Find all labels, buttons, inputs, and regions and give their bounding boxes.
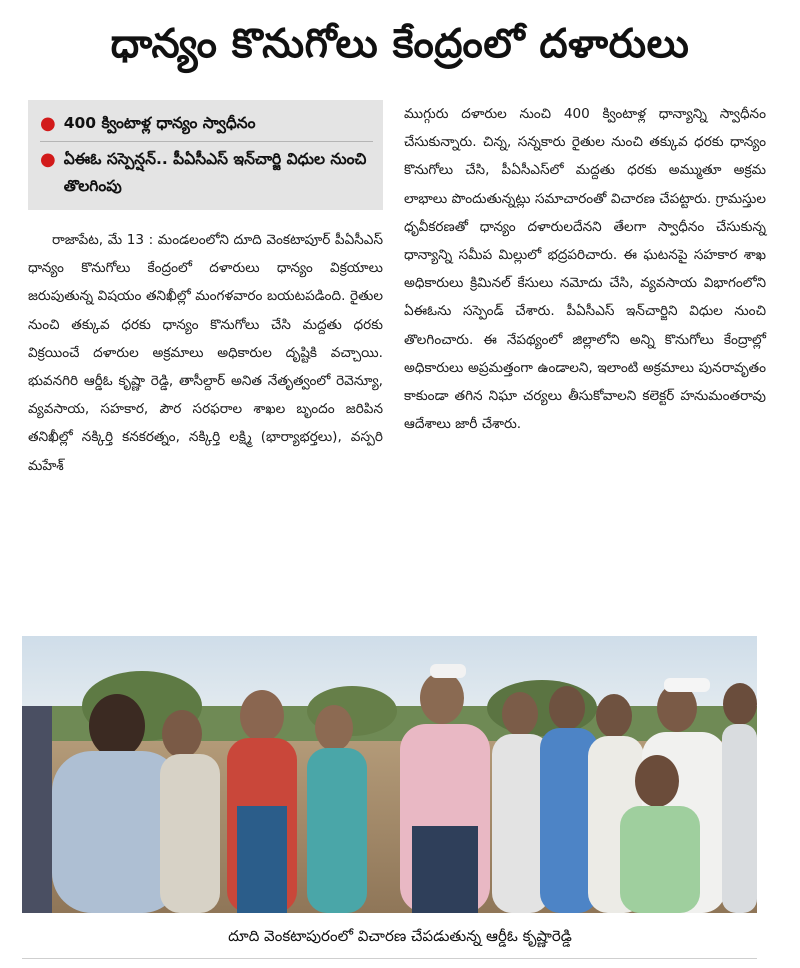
bottom-divider bbox=[22, 958, 757, 959]
highlight-text: ఏఈఓ సస్పెన్షన్.. పీఏసీఎస్ ఇన్‌చార్జి విధుల నుంచి తొలగింపు bbox=[63, 150, 367, 195]
right-column bbox=[404, 100, 766, 438]
bullet-icon: ● bbox=[40, 149, 56, 170]
bullet-icon: ● bbox=[40, 113, 56, 134]
headline: ధాన్యం కొనుగోలు కేంద్రంలో దళారులు bbox=[110, 21, 690, 67]
photo-caption: దూది వెంకటాపురంలో విచారణ చేపడుతున్న ఆర్డీఓ కృష్ణారెడ్డి bbox=[228, 927, 572, 945]
article-body-left: రాజాపేట, మే 13 : మండలంలోని దూది వెంకటాపూర్ పీఏసీఎస్ ధాన్యం కొనుగోలు కేంద్రంలో దళారులు ధాన్యం విక్రయాలు జరుపుతున్న విషయం తనిఖీల్లో మంగళవారం బయటపడింది. రైతుల నుంచి తక్కువ ధరకు ధాన్యం కొనుగోలు చేసి మద్దతు ధరకు విక్రయించే దళారుల అక్రమాలు అధికారుల దృష్టికి వచ్చాయి. భువనగిరి ఆర్డీఓ కృష్ణా రెడ్డి, తాసీల్దార్ అనిత నేతృత్వంలో రెవెన్యూ, వ్యవసాయ, సహకార, పౌర సరఫరాల శాఖల బృందం జరిపిన తనిఖీల్లో నక్కిర్తి కనకరత్నం, నక్కిర్తి లక్ష్మి (భార్యాభర్తలు), వస్పరి మహేశ్ bbox=[28, 232, 383, 474]
article-body-right: ముగ్గురు దళారుల నుంచి 400 క్వింటాళ్ల ధాన్యాన్ని స్వాధీనం చేసుకున్నారు. చిన్న, సన్నకారు రైతుల నుంచి తక్కువ ధరకు ధాన్యం కొనుగోలు చేసి, పీఏసీఎస్‌లో మద్దతు ధరకు అమ్ముతూ అక్రమ లాభాలు పొందుతున్నట్లు సమాచారంతో విచారణ చేపట్టారు. గ్రామస్తుల ధృవీకరణతో ధాన్యం దళారులదేనని తేలగా స్వాధీనం చేసుకున్న ధాన్యాన్ని సమీప మిల్లులో భద్రపరిచారు. ఈ ఘటనపై సహకార శాఖ అధికారులు క్రిమినల్ కేసులు నమోదు చేసి, వ్యవసాయ విభాగంలోని ఏఈఓను సస్పెండ్ చేశారు. పీఏసీఎస్ ఇన్‌చార్జిని విధుల నుంచి తొలగించారు. ఈ నేపథ్యంలో జిల్లాలోని అన్ని కొనుగోలు కేంద్రాల్లో అధికారులు అప్రమత్తంగా ఉండాలని, ఇలాంటి అక్రమాలు పునరావృతం కాకుండా తగిన నిఘా చర్యలు తీసుకోవాలని కలెక్టర్ హనుమంతరావు ఆదేశాలు జారీ చేశారు. bbox=[404, 106, 766, 433]
highlight-text: 400 క్వింటాళ్ల ధాన్యం స్వాధీనం bbox=[63, 114, 256, 132]
highlight-item bbox=[40, 110, 373, 137]
left-column bbox=[28, 100, 383, 480]
highlights-box bbox=[28, 100, 383, 210]
news-photo bbox=[22, 636, 757, 913]
highlight-item bbox=[40, 141, 373, 200]
